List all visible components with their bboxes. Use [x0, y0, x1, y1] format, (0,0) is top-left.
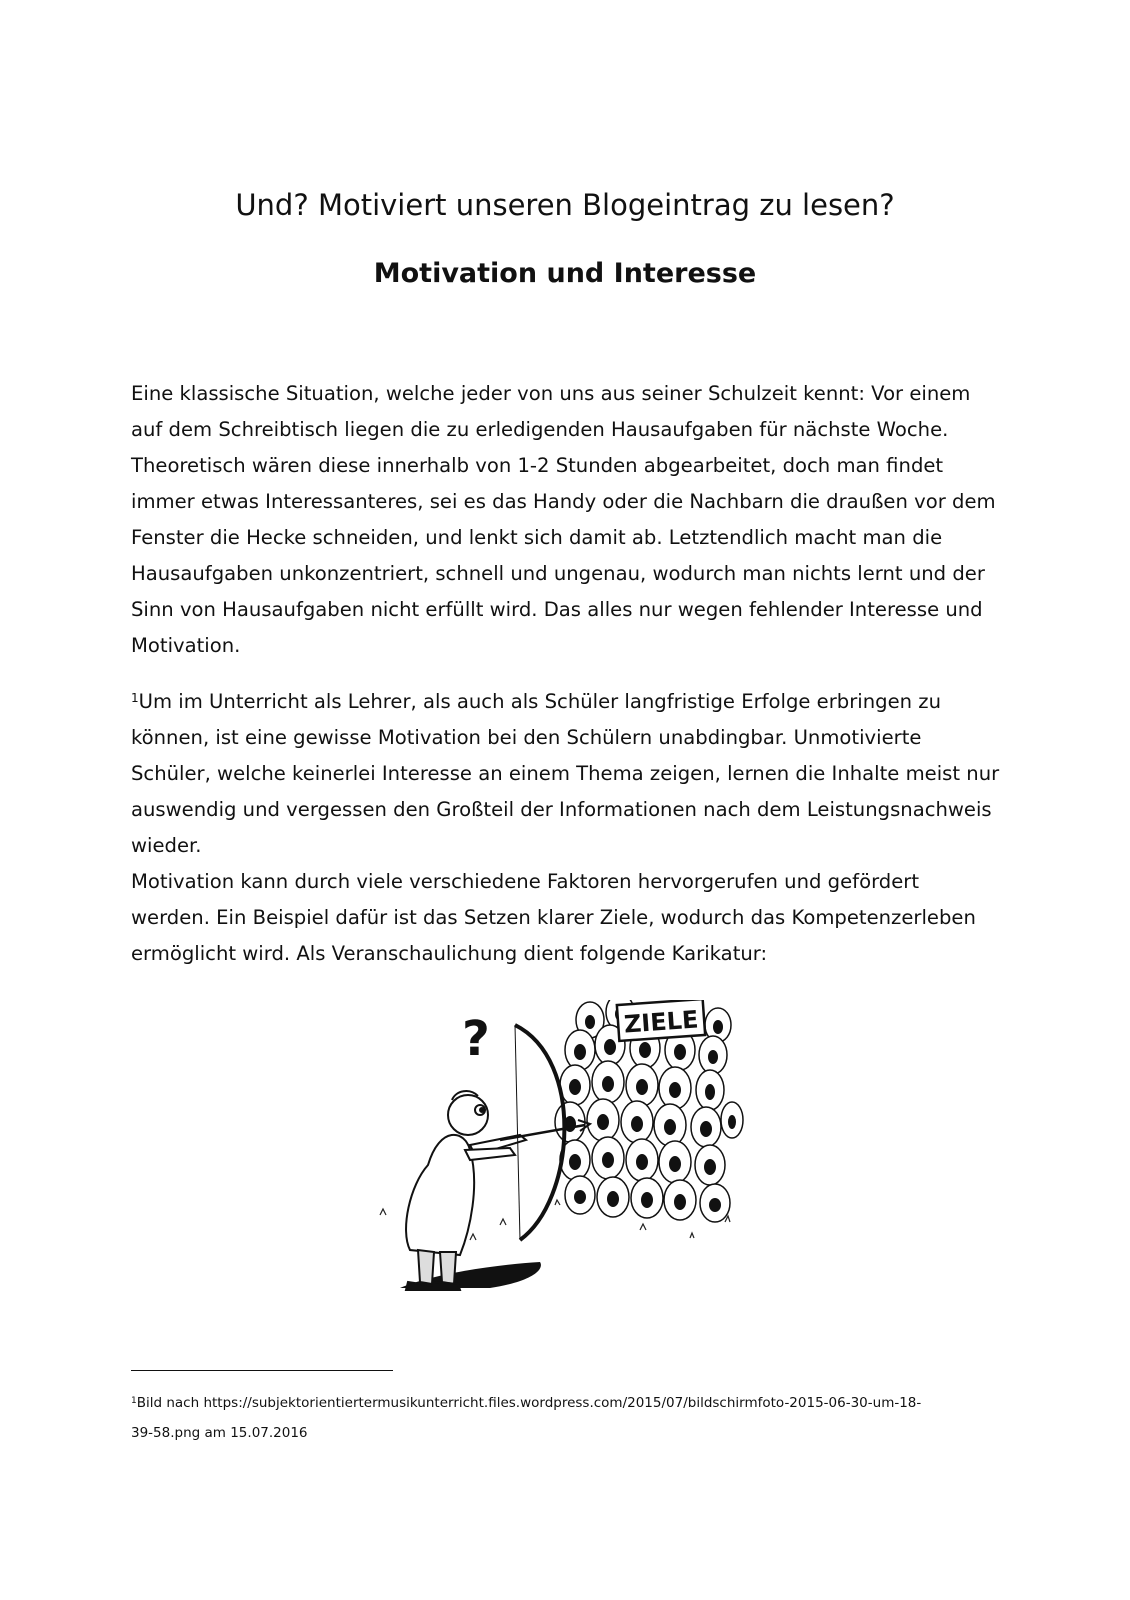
- question-mark: ?: [462, 1011, 490, 1067]
- sign-text: ZIELE: [623, 1005, 700, 1039]
- footnote-marker: 1: [131, 1396, 137, 1406]
- section-heading: Motivation und Interesse: [373, 258, 757, 289]
- paragraph-motivation-text: Um im Unterricht als Lehrer, als auch als Schüler langfristige Erfolge erbringen zu können, ist eine gewisse Motivation bei den Schülern unabdingbar. Unmotivierte Schüler, welche keinerlei Interesse an einem Thema zeigen, lernen die Inhalte meist nur auswendig und vergessen den Großteil der Informationen nach dem Leistungsnachweis wieder.: [131, 690, 1000, 857]
- archer-figure: [406, 1091, 526, 1290]
- footnote: [131, 1388, 931, 1448]
- paragraph-goals: Motivation kann durch viele verschiedene Faktoren hervorgerufen und gefördert werden. Ein Beispiel dafür ist das Setzen klarer Ziele, wodurch das Kompetenzerleben ermöglicht wird. Als Veranschaulichung dient folgende Karikatur:: [131, 870, 976, 965]
- footnote-separator: [131, 1370, 393, 1371]
- paragraph-intro: Eine klassische Situation, welche jeder von uns aus seiner Schulzeit kennt: Vor einem auf dem Schreibtisch liegen die zu erledigenden Hausaufgaben für nächste Woche. Theoretisch wären diese innerhalb von 1-2 Stunden abgearbeitet, doch man findet immer etwas Interessanteres, sei es das Handy oder die Nachbarn die draußen vor dem Fenster die Hecke schneiden, und lenkt sich damit ab. Letztendlich macht man die Hausaufgaben unkonzentriert, schnell und ungenau, wodurch man nichts lernt und der Sinn von Hausaufgaben nicht erfüllt wird. Das alles nur wegen fehlender Interesse und Motivation.: [131, 382, 996, 657]
- page-title: Und? Motiviert unseren Blogeintrag zu lesen?: [235, 188, 895, 222]
- footnote-text: Bild nach https://subjektorientiertermusikunterricht.files.wordpress.com/2015/07/bildschirmfoto-2015-06-30-um-18-39-58.png am 15.07.2016: [131, 1395, 922, 1441]
- archer-cartoon-illustration: [370, 1000, 750, 1300]
- ziele-sign: [617, 1000, 705, 1041]
- footnote-reference[interactable]: 1: [131, 691, 139, 705]
- paragraph-motivation: [131, 684, 1001, 864]
